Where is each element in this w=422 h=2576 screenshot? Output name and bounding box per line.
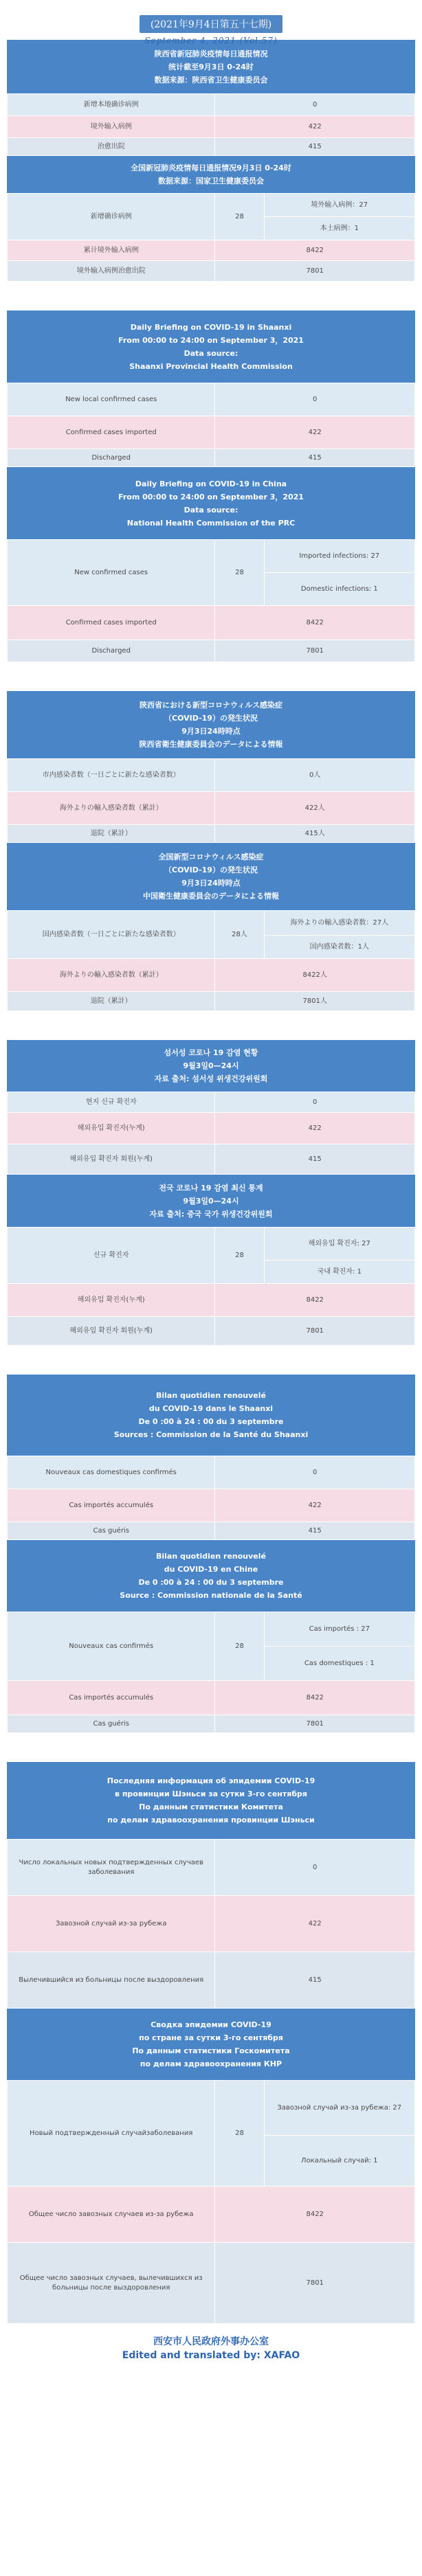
row-discharged [8,1522,415,1540]
fr-title2-heading [7,1540,415,1612]
row-value: 415人 [215,825,415,843]
row-value: 8422 [215,1284,415,1317]
en-national-table [7,539,415,662]
row-label: 国内感染者数（一日ごとに新たな感染者数） [8,911,215,959]
row-discharged [8,1144,415,1175]
row-value: 0 [215,1456,415,1489]
title-line: 전국 코로나 19 감염 최신 통계 [159,1183,263,1193]
row-value: 28 [215,1612,264,1681]
ja-title2-heading [7,843,415,910]
row-value: 422 [215,1113,415,1144]
footer-office: 西安市人民政府外事办公室 [153,2336,269,2347]
row-label: 境外输入病例治愈出院 [8,261,215,282]
row-value: 422 [215,1896,415,1952]
row-value: 8422 [215,2187,415,2243]
row-value: 0 [215,94,415,116]
row-label: New local confirmed cases [8,383,215,416]
row-label: Nouveaux cas domestiques confirmés [8,1456,215,1489]
row-value: 7801人 [215,992,415,1011]
title-line: 陝西省における新型コロナウィルス感染症 [139,701,282,710]
row-label: 해외유입 확진자 회원(누계) [8,1144,215,1175]
title-line: Shaanxi Provincial Health Commission [129,361,293,371]
title-line: 9월3일0—24시 [183,1061,239,1070]
title-line: 全国新型コロナウィルス感染症 [158,852,264,861]
imported-infections: Imported infections: 27 [264,540,414,573]
row-label: Cas guéris [8,1715,215,1733]
row-label: Discharged [8,640,215,662]
row-value: 7801 [215,640,415,662]
row-imported [8,1113,415,1144]
title-line: 섬서성 코로나 19 감염 현황 [164,1048,258,1057]
zh-title2-heading [7,156,415,193]
en-section [7,310,415,662]
row-cumulative-imported [8,1681,415,1715]
row-value: 7801 [215,2243,415,2324]
title-line: Сводка эпидемии COVID-19 [151,2020,271,2029]
row-value: 28 [215,2081,264,2187]
title-line: по делам здравоохранения провинции Шэньси [107,1816,315,1824]
row-label: 累计境外输入病例 [8,240,215,261]
row-label: 新增本地确诊病例 [8,94,215,116]
zh-section [7,40,415,282]
row-cumulative-imported [8,1284,415,1317]
title-line: 자료 출처: 중국 국가 위생건강위원회 [149,1209,273,1219]
row-imported [8,1489,415,1522]
row-value: 422人 [215,792,415,825]
ja-provincial-table [7,758,415,843]
row-value: 28 [215,1228,264,1284]
domestic-infections: Domestic infections: 1 [264,573,414,606]
row-label: Discharged [8,449,215,467]
row-cumulative-discharged [8,992,415,1011]
row-discharged [8,449,415,467]
domestic-infections: Локальный случай: 1 [264,2136,414,2187]
row-label: Cas importés accumulés [8,1489,215,1522]
title-line: по стране за сутки 3-го сентября [139,2033,283,2042]
row-value: 422 [215,416,415,449]
row-imported [8,116,415,138]
row-value: 415 [215,1952,415,2009]
row-value: 415 [215,138,415,156]
title-line: du COVID-19 dans le Shaanxi [148,1404,274,1413]
row-label: Вылечившийся из больницы после выздоровления [8,1952,215,2009]
row-label: Завозной случай из-за рубежа [8,1896,215,1952]
imported-infections: Завозной случай из-за рубежа: 27 [264,2081,414,2136]
row-value: 0 [215,1840,415,1896]
title-line: Daily Briefing on COVID-19 in Shaanxi [130,322,292,332]
row-label: Cas guéris [8,1522,215,1540]
ru-national-table [7,2080,415,2324]
row-label: 현지 신규 확진자 [8,1092,215,1113]
domestic-infections: 국내 확진자: 1 [264,1261,414,1284]
title-line: по делам здравоохранения КНР [140,2059,282,2068]
row-new-confirmed [8,1228,415,1261]
row-new-confirmed [8,2081,415,2136]
row-new-local [8,94,415,116]
title-line: De 0 :00 à 24 : 00 du 3 septembre [138,1417,284,1426]
row-label: Confirmed cases imported [8,606,215,640]
row-cumulative-discharged [8,1317,415,1346]
footer-credit: Edited and translated by: XAFAO [122,2350,300,2361]
ja-section [7,691,415,1011]
row-new-confirmed [8,1612,415,1647]
row-label: 新增确诊病例 [8,194,215,240]
title-line: 陕西省新冠肺炎疫情每日通报情况 [154,49,268,58]
title-line: Data source: [184,505,238,515]
row-value: 7801 [215,1715,415,1733]
row-value: 8422 [215,240,415,261]
fr-section [7,1375,415,1733]
row-value: 0 [215,1092,415,1113]
ja-national-table [7,910,415,1011]
issue-date-en: September 4, 2021 (Vol.57) [144,36,278,45]
title-line: du COVID-19 en Chine [164,1565,258,1574]
fr-title1-heading [7,1375,415,1456]
row-new-local [8,759,415,792]
row-label: 海外よりの輸入感染者数（累計） [8,792,215,825]
row-label: Confirmed cases imported [8,416,215,449]
title-line: 数据来源：国家卫生健康委员会 [158,177,264,185]
fr-provincial-table [7,1456,415,1540]
row-discharged [8,1952,415,2009]
row-cumulative-discharged [8,261,415,282]
title-line: De 0 :00 à 24 : 00 du 3 septembre [138,1578,284,1587]
row-new-confirmed [8,194,415,217]
row-label: 해외유입 확진자(누계) [8,1113,215,1144]
ko-provincial-table [7,1092,415,1175]
row-imported [8,1896,415,1952]
imported-infections: 境外输入病例：27 [264,194,414,217]
ru-title2-heading [7,2009,415,2080]
ko-title2-heading [7,1175,415,1227]
row-label: Nouveaux cas confirmés [8,1612,215,1681]
zh-national-table [7,193,415,282]
row-discharged [8,825,415,843]
row-label: 신규 확진자 [8,1228,215,1284]
ru-title1-heading [7,1762,415,1839]
domestic-infections: Cas domestiques : 1 [264,1647,414,1681]
row-label: 海外よりの輸入感染者数（累計） [8,959,215,992]
title-line: Sources : Commission de la Santé du Shaanxi [113,1430,309,1439]
row-value: 415 [215,449,415,467]
row-new-local [8,1092,415,1113]
zh-title1-heading [7,40,415,93]
title-line: Data source: [184,348,238,358]
row-cumulative-imported [8,240,415,261]
ru-section [7,1762,415,2324]
ru-provincial-table [7,1839,415,2009]
title-line: （COVID-19）の発生状況 [164,866,258,874]
ko-section [7,1040,415,1346]
row-new-local [8,1840,415,1896]
row-value: 8422人 [215,959,415,992]
title-line: 9월3일0—24시 [183,1196,239,1206]
title-line: Daily Briefing on COVID-19 in China [135,479,287,488]
title-line: 陝西省衛生健康委員会のデータによる情報 [139,740,283,749]
zh-provincial-table [7,93,415,156]
row-cumulative-discharged [8,1715,415,1733]
row-new-confirmed [8,911,415,936]
domestic-infections: 国内感染者数：1人 [264,936,414,959]
row-cumulative-imported [8,2187,415,2243]
title-line: Bilan quotidien renouvelé [155,1552,267,1561]
row-label: 해외유입 확진자(누계) [8,1284,215,1317]
title-line: 中国衛生健康委員会のデータによる情報 [143,892,279,901]
row-imported [8,792,415,825]
title-line: From 00:00 to 24:00 on September 3，2021 [118,335,304,345]
row-value: 422 [215,116,415,138]
row-value: 28人 [215,911,264,959]
row-label: New confirmed cases [8,540,215,606]
row-label: 境外输入病例 [8,116,215,138]
row-cumulative-imported [8,959,415,992]
row-value: 8422 [215,1681,415,1715]
row-cumulative-discharged [8,640,415,662]
ko-title1-heading [7,1040,415,1092]
imported-infections: 海外よりの輸入感染者数：27人 [264,911,414,936]
en-provincial-table [7,383,415,467]
title-line: 数据来源：陕西省卫生健康委员会 [154,75,268,84]
title-line: 9月3日24時時点 [181,879,241,888]
row-new-local [8,1456,415,1489]
title-line: Последняя информация об эпидемии COVID-19 [107,1776,315,1785]
title-line: 全国新冠肺炎疫情每日通报情况9月3日 0-24时 [131,163,291,172]
row-value: 7801 [215,261,415,282]
imported-infections: Cas importés : 27 [264,1612,414,1647]
fr-national-table [7,1612,415,1733]
title-line: From 00:00 to 24:00 on September 3，2021 [118,492,304,501]
row-value: 0人 [215,759,415,792]
row-imported [8,416,415,449]
row-cumulative-discharged [8,2243,415,2324]
title-line: в провинции Шэньси за сутки 3-го сентября [115,1789,307,1798]
row-value: 415 [215,1522,415,1540]
row-label: Общее число завозных случаев, вылечившихся из больницы после выздоровления [8,2243,215,2324]
imported-infections: 해외유입 확진자: 27 [264,1228,414,1261]
en-title1-heading [7,310,415,383]
row-value: 415 [215,1144,415,1175]
title-line: 자료 출처: 섬서성 위생건강위원회 [154,1074,268,1083]
row-label: 市内感染者数（一日ごとに新たな感染者数） [8,759,215,792]
issue-date-cn: (2021年9月4日第五十七期) [140,15,282,33]
row-label: 退院（累計） [8,992,215,1011]
row-value: 8422 [215,606,415,640]
row-label: 退院（累計） [8,825,215,843]
title-line: Source : Commission nationale de la Santé [120,1591,302,1600]
row-label: Число локальных новых подтвержденных случаев заболевания [8,1840,215,1896]
row-discharged [8,138,415,156]
title-line: National Health Commission of the PRC [126,518,296,528]
title-line: （COVID-19）の発生状況 [164,714,258,723]
row-value: 0 [215,383,415,416]
title-line: Bilan quotidien renouvelé [155,1391,267,1400]
row-label: Новый подтвержденный случайзаболевания [8,2081,215,2187]
row-new-confirmed [8,540,415,573]
row-value: 422 [215,1489,415,1522]
row-new-local [8,383,415,416]
en-title2-heading [7,467,415,539]
row-label: 治愈出院 [8,138,215,156]
row-label: Общее число завозных случаев из-за рубежа [8,2187,215,2243]
footer [0,2335,422,2362]
title-line: По данным статистики Комитета [139,1803,283,1811]
row-cumulative-imported [8,606,415,640]
ja-title1-heading [7,691,415,758]
issue-header [0,0,422,45]
title-line: 9月3日24時時点 [181,727,241,736]
row-value: 28 [215,540,264,606]
domestic-infections: 本土病例：1 [264,217,414,240]
title-line: По данным статистики Госкомитета [132,2046,290,2055]
ko-national-table [7,1227,415,1346]
row-label: Cas importés accumulés [8,1681,215,1715]
row-label: 해외유입 확진자 회원(누계) [8,1317,215,1346]
row-value: 7801 [215,1317,415,1346]
row-value: 28 [215,194,264,240]
title-line: 统计截至9月3日 0-24时 [168,62,254,71]
